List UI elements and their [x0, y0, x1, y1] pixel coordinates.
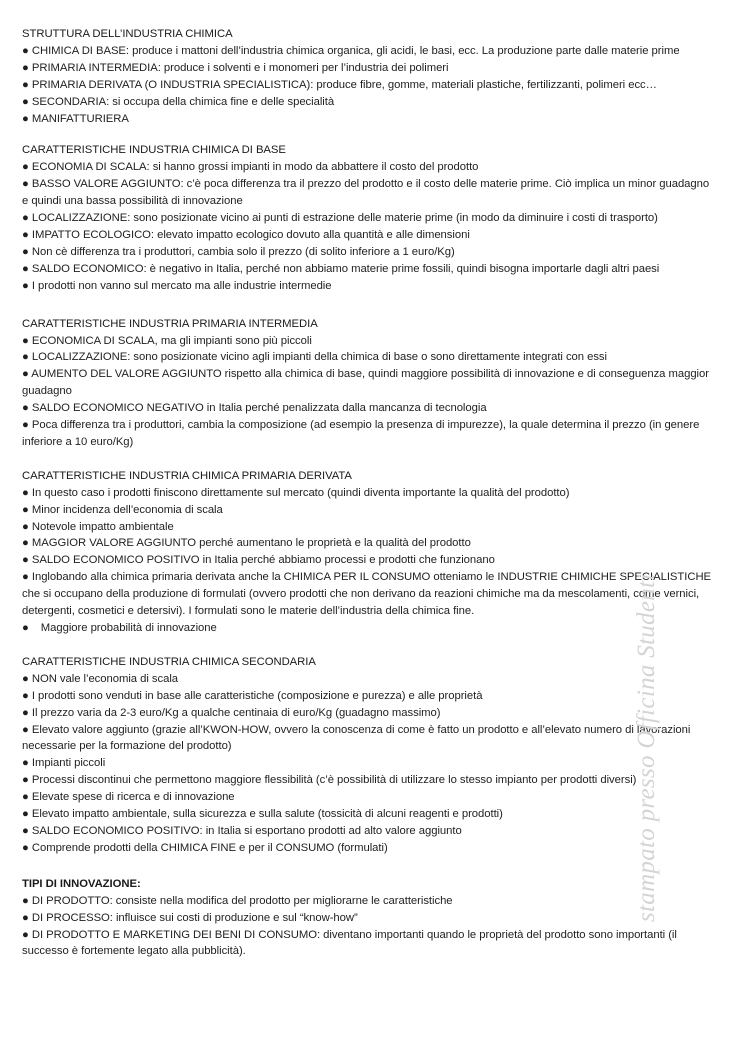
bullet-icon: ●: [22, 554, 32, 567]
list-item: ● MAGGIOR VALORE AGGIUNTO perché aumentano le proprietà e la qualità del prodotto: [22, 537, 471, 550]
bullet-icon: ●: [22, 723, 32, 736]
bullet-icon: ●: [22, 228, 32, 241]
list-item: ● I prodotti non vanno sul mercato ma alle industrie intermedie: [22, 279, 332, 292]
bullet-icon: ●: [22, 571, 32, 584]
section-title: CARATTERISTICHE INDUSTRIA CHIMICA SECONDARIA: [22, 655, 316, 668]
bullet-icon: ●: [22, 622, 29, 634]
bullet-icon: ●: [22, 279, 32, 292]
document-page: [22, 26, 712, 976]
list-item: ● MANIFATTURIERA: [22, 112, 129, 125]
list-item: ● Minor incidenza dell’economia di scala: [22, 503, 223, 516]
list-item: ● Elevate spese di ricerca e di innovazione: [22, 791, 235, 804]
bullet-icon: ●: [22, 61, 32, 74]
section-struttura: [22, 26, 712, 127]
list-item: ● DI PRODOTTO: consiste nella modifica del prodotto per migliorarne le caratteristiche: [22, 894, 453, 907]
bullet-icon: ●: [22, 245, 32, 258]
bullet-icon: ●: [22, 262, 32, 275]
list-item: ● Non cè differenza tra i produttori, cambia solo il prezzo (di solito inferiore a 1 euro/Kg): [22, 245, 455, 258]
watermark: stampato presso Officina Studenti: [633, 573, 660, 922]
section-primaria-intermedia: [22, 316, 712, 451]
bullet-icon: ●: [22, 791, 32, 804]
bullet-icon: ●: [22, 808, 32, 821]
section-primaria-derivata: [22, 468, 712, 637]
section-title: CARATTERISTICHE INDUSTRIA PRIMARIA INTERMEDIA: [22, 317, 318, 330]
list-item: ● Inglobando alla chimica primaria derivata anche la CHIMICA PER IL CONSUMO otteniamo le INDUSTRIE CHIMICHE SPECIALISTICHE che si occupano della produzione di formulati (ovvero prodotti che non derivano da reazioni chimiche ma da mescolamenti, come vernici, detergenti, cosmetici e detersivi). I formulati sono le materie dell’industria della chimica fine.: [22, 571, 712, 618]
bullet-icon: ●: [22, 212, 32, 225]
list-item: ● DI PRODOTTO E MARKETING DEI BENI DI CONSUMO: diventano importanti quando le proprietà del prodotto sono importanti (il successo è fortemente legato alla pubblicità).: [22, 928, 677, 958]
bullet-icon: ●: [22, 419, 32, 432]
bullet-icon: ●: [22, 368, 32, 381]
list-item: ● I prodotti sono venduti in base alle caratteristiche (composizione e purezza) e alle proprietà: [22, 689, 483, 702]
list-item: ● Comprende prodotti della CHIMICA FINE e per il CONSUMO (formulati): [22, 841, 388, 854]
bullet-icon: ●: [22, 44, 32, 57]
bullet-icon: ●: [22, 841, 32, 854]
list-item: ● Elevato impatto ambientale, sulla sicurezza e sulla salute (tossicità di alcuni reagenti e prodotti): [22, 808, 503, 821]
bullet-icon: ●: [22, 928, 32, 941]
bullet-icon: ●: [22, 95, 32, 108]
bullet-icon: ●: [22, 402, 32, 415]
list-item: ● Maggiore probabilità di innovazione: [22, 622, 217, 634]
list-item: ● Elevato valore aggiunto (grazie all’KWON-HOW, ovvero la conoscenza di come è fatto un prodotto e all’elevato numero di lavorazioni necessarie per la formazione del prodotto): [22, 723, 691, 753]
list-item: ● SALDO ECONOMICO POSITIVO: in Italia si esportano prodotti ad alto valore aggiunto: [22, 824, 462, 837]
list-item: ● Processi discontinui che permettono maggiore flessibilità (c’è possibilità di utilizzare lo stesso impianto per prodotti diversi): [22, 774, 637, 787]
list-item: ● ECONOMIA DI SCALA: si hanno grossi impianti in modo da abbattere il costo del prodotto: [22, 161, 479, 174]
section-title: TIPI DI INNOVAZIONE:: [22, 877, 141, 890]
bullet-icon: ●: [22, 689, 32, 702]
bullet-icon: ●: [22, 706, 32, 719]
list-item: ● PRIMARIA INTERMEDIA: produce i solventi e i monomeri per l’industria dei polimeri: [22, 61, 449, 74]
list-item: ● DI PROCESSO: influisce sui costi di produzione e sul “know-how”: [22, 911, 358, 924]
list-item: ● IMPATTO ECOLOGICO: elevato impatto ecologico dovuto alla quantità e alle dimensioni: [22, 228, 470, 241]
section-secondaria: [22, 654, 712, 857]
section-title: STRUTTURA DELL’INDUSTRIA CHIMICA: [22, 28, 233, 40]
bullet-icon: ●: [22, 520, 32, 533]
list-item: ● Il prezzo varia da 2-3 euro/Kg a qualche centinaia di euro/Kg (guadagno massimo): [22, 706, 441, 719]
section-tipi-innovazione: [22, 876, 712, 961]
bullet-icon: ●: [22, 774, 32, 787]
list-item: ● Notevole impatto ambientale: [22, 520, 174, 533]
list-item: ● Impianti piccoli: [22, 757, 106, 770]
bullet-icon: ●: [22, 757, 32, 770]
section-title: CARATTERISTICHE INDUSTRIA CHIMICA PRIMARIA DERIVATA: [22, 469, 352, 482]
bullet-icon: ●: [22, 911, 32, 924]
bullet-icon: ●: [22, 824, 32, 837]
list-item: ● SECONDARIA: si occupa della chimica fine e delle specialità: [22, 95, 335, 108]
bullet-icon: ●: [22, 334, 32, 347]
list-item: ● PRIMARIA DERIVATA (O INDUSTRIA SPECIALISTICA): produce fibre, gomme, materiali plastiche, fertilizzanti, polimeri ecc…: [22, 78, 657, 91]
bullet-icon: ●: [22, 78, 32, 91]
bullet-icon: ●: [22, 894, 32, 907]
list-item: ● SALDO ECONOMICO NEGATIVO in Italia perché penalizzata dalla mancanza di tecnologia: [22, 402, 487, 415]
bullet-icon: ●: [22, 351, 32, 364]
list-item: ● ECONOMICA DI SCALA, ma gli impianti sono più piccoli: [22, 334, 312, 347]
bullet-icon: ●: [22, 112, 32, 125]
list-item: ● CHIMICA DI BASE: produce i mattoni dell’industria chimica organica, gli acidi, le basi, ecc. La produzione parte dalle materie prime: [22, 44, 680, 57]
list-item: ● In questo caso i prodotti finiscono direttamente sul mercato (quindi diventa importante la qualità del prodotto): [22, 486, 570, 499]
bullet-icon: ●: [22, 161, 32, 174]
section-title: CARATTERISTICHE INDUSTRIA CHIMICA DI BASE: [22, 144, 286, 157]
list-item: ● LOCALIZZAZIONE: sono posizionate vicino ai punti di estrazione delle materie prime (in modo da diminuire i costi di trasporto): [22, 212, 658, 225]
bullet-icon: ●: [22, 537, 32, 550]
list-item: ● BASSO VALORE AGGIUNTO: c’è poca differenza tra il prezzo del prodotto e il costo delle materie prime. Ciò implica un minor guadagno e quindi una bassa possibilità di innovazione: [22, 178, 710, 208]
list-item: ● Poca differenza tra i produttori, cambia la composizione (ad esempio la presenza di impurezze), la quale determina il prezzo (in genere inferiore a 10 euro/Kg): [22, 419, 700, 448]
bullet-icon: ●: [22, 672, 32, 685]
list-item: ● AUMENTO DEL VALORE AGGIUNTO rispetto alla chimica di base, quindi maggiore possibilità di innovazione e di conseguenza maggior guadagno: [22, 368, 709, 398]
list-item: ● LOCALIZZAZIONE: sono posizionate vicino agli impianti della chimica di base o sono direttamente integrati con essi: [22, 351, 607, 364]
list-item: ● SALDO ECONOMICO: è negativo in Italia, perché non abbiamo materie prime fossili, quindi bisogna importarle dagli altri paesi: [22, 262, 660, 275]
list-item: ● SALDO ECONOMICO POSITIVO in Italia perché abbiamo processi e prodotti che funzionano: [22, 554, 495, 567]
section-chimica-di-base: [22, 142, 712, 294]
list-item: ● NON vale l’economia di scala: [22, 672, 179, 685]
bullet-icon: ●: [22, 486, 32, 499]
bullet-icon: ●: [22, 503, 32, 516]
bullet-icon: ●: [22, 178, 32, 191]
